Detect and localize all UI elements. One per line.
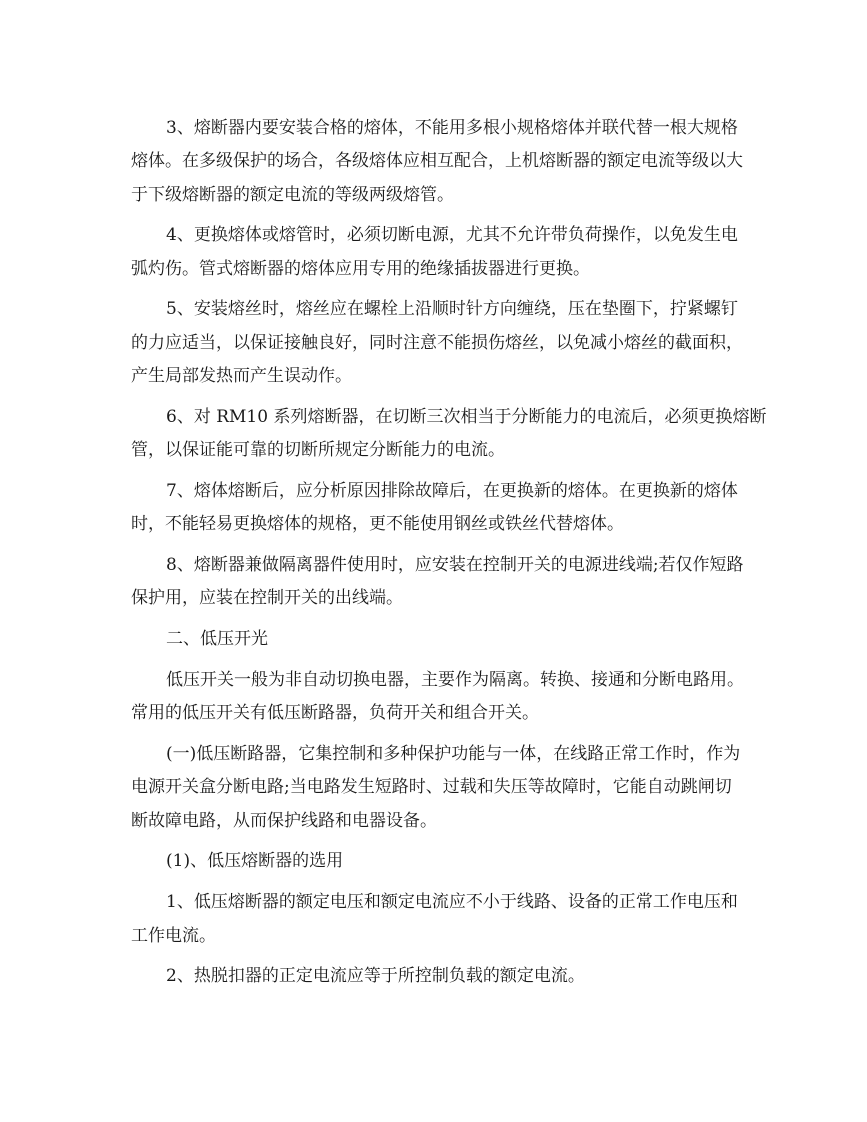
text-line: 5、安装熔丝时，熔丝应在螺栓上沿顺时针方向缠绕，压在垫圈下，拧紧螺钉	[166, 299, 738, 320]
paragraph	[131, 475, 737, 542]
text-line: 电源开关盒分断电路;当电路发生短路时、过载和失压等故障时，它能自动跳闸切	[131, 777, 732, 798]
text-line: 6、对 RM10 系列熔断器，在切断三次相当于分断能力的电流后，必须更换熔断	[166, 406, 767, 427]
text-line: 2、热脱扣器的正定电流应等于所控制负载的额定电流。	[166, 966, 585, 987]
paragraph	[131, 886, 737, 953]
paragraph	[131, 401, 767, 468]
paragraph	[131, 738, 741, 838]
paragraph	[131, 293, 743, 393]
text-line: 时，不能轻易更换熔体的规格，更不能使用钢丝或铁丝代替熔体。	[131, 514, 624, 535]
text-line: 3、熔断器内要安装合格的熔体，不能用多根小规格熔体并联代替一根大规格	[166, 118, 738, 138]
text-line: 熔体。在多级保护的场合，各级熔体应相互配合，上机熔断器的额定电流等级以大	[131, 151, 743, 172]
text-line: 的力应适当，以保证接触良好，同时注意不能损伤熔丝，以免减小熔丝的截面积，	[131, 332, 743, 353]
text-line: 弧灼伤。管式熔断器的熔体应用专用的绝缘插拔器进行更换。	[131, 258, 590, 279]
text-line: 7、熔体熔断后，应分析原因排除故障后，在更换新的熔体。在更换新的熔体	[166, 480, 738, 501]
text-line: 保护用，应装在控制开关的出线端。	[131, 588, 403, 609]
text-line: (一)低压断路器，它集控制和多种保护功能与一体，在线路正常工作时，作为	[166, 744, 741, 765]
text-line: 4、更换熔体或熔管时，必须切断电源，尤其不允许带负荷操作，以免发生电	[166, 225, 738, 246]
text-line: 低压开关一般为非自动切换电器，主要作为隔离。转换、接通和分断电路用。	[166, 669, 744, 690]
text-line: 工作电流。	[131, 925, 216, 946]
paragraph	[131, 112, 743, 212]
paragraph	[131, 219, 737, 286]
text-line: (1)、低压熔断器的选用	[166, 851, 344, 872]
text-line: 断故障电路，从而保护线路和电器设备。	[131, 810, 437, 831]
paragraph	[131, 623, 737, 656]
text-line: 二、低压开光	[166, 629, 268, 650]
text-line: 常用的低压开关有低压断路器，负荷开关和组合开关。	[131, 703, 539, 724]
text-line: 产生局部发热而产生误动作。	[131, 366, 352, 387]
paragraph	[131, 960, 737, 993]
text-line: 于下级熔断器的额定电流的等级两级熔管。	[131, 184, 454, 205]
paragraph	[131, 549, 744, 616]
text-line: 管，以保证能可靠的切断所规定分断能力的电流。	[131, 440, 505, 461]
paragraph	[131, 845, 737, 878]
text-line: 8、熔断器兼做隔离器件使用时，应安装在控制开关的电源进线端;若仅作短路	[166, 555, 744, 576]
text-line: 1、低压熔断器的额定电压和额定电流应不小于线路、设备的正常工作电压和	[166, 892, 738, 913]
paragraph	[131, 664, 744, 731]
document-body	[131, 112, 767, 1001]
